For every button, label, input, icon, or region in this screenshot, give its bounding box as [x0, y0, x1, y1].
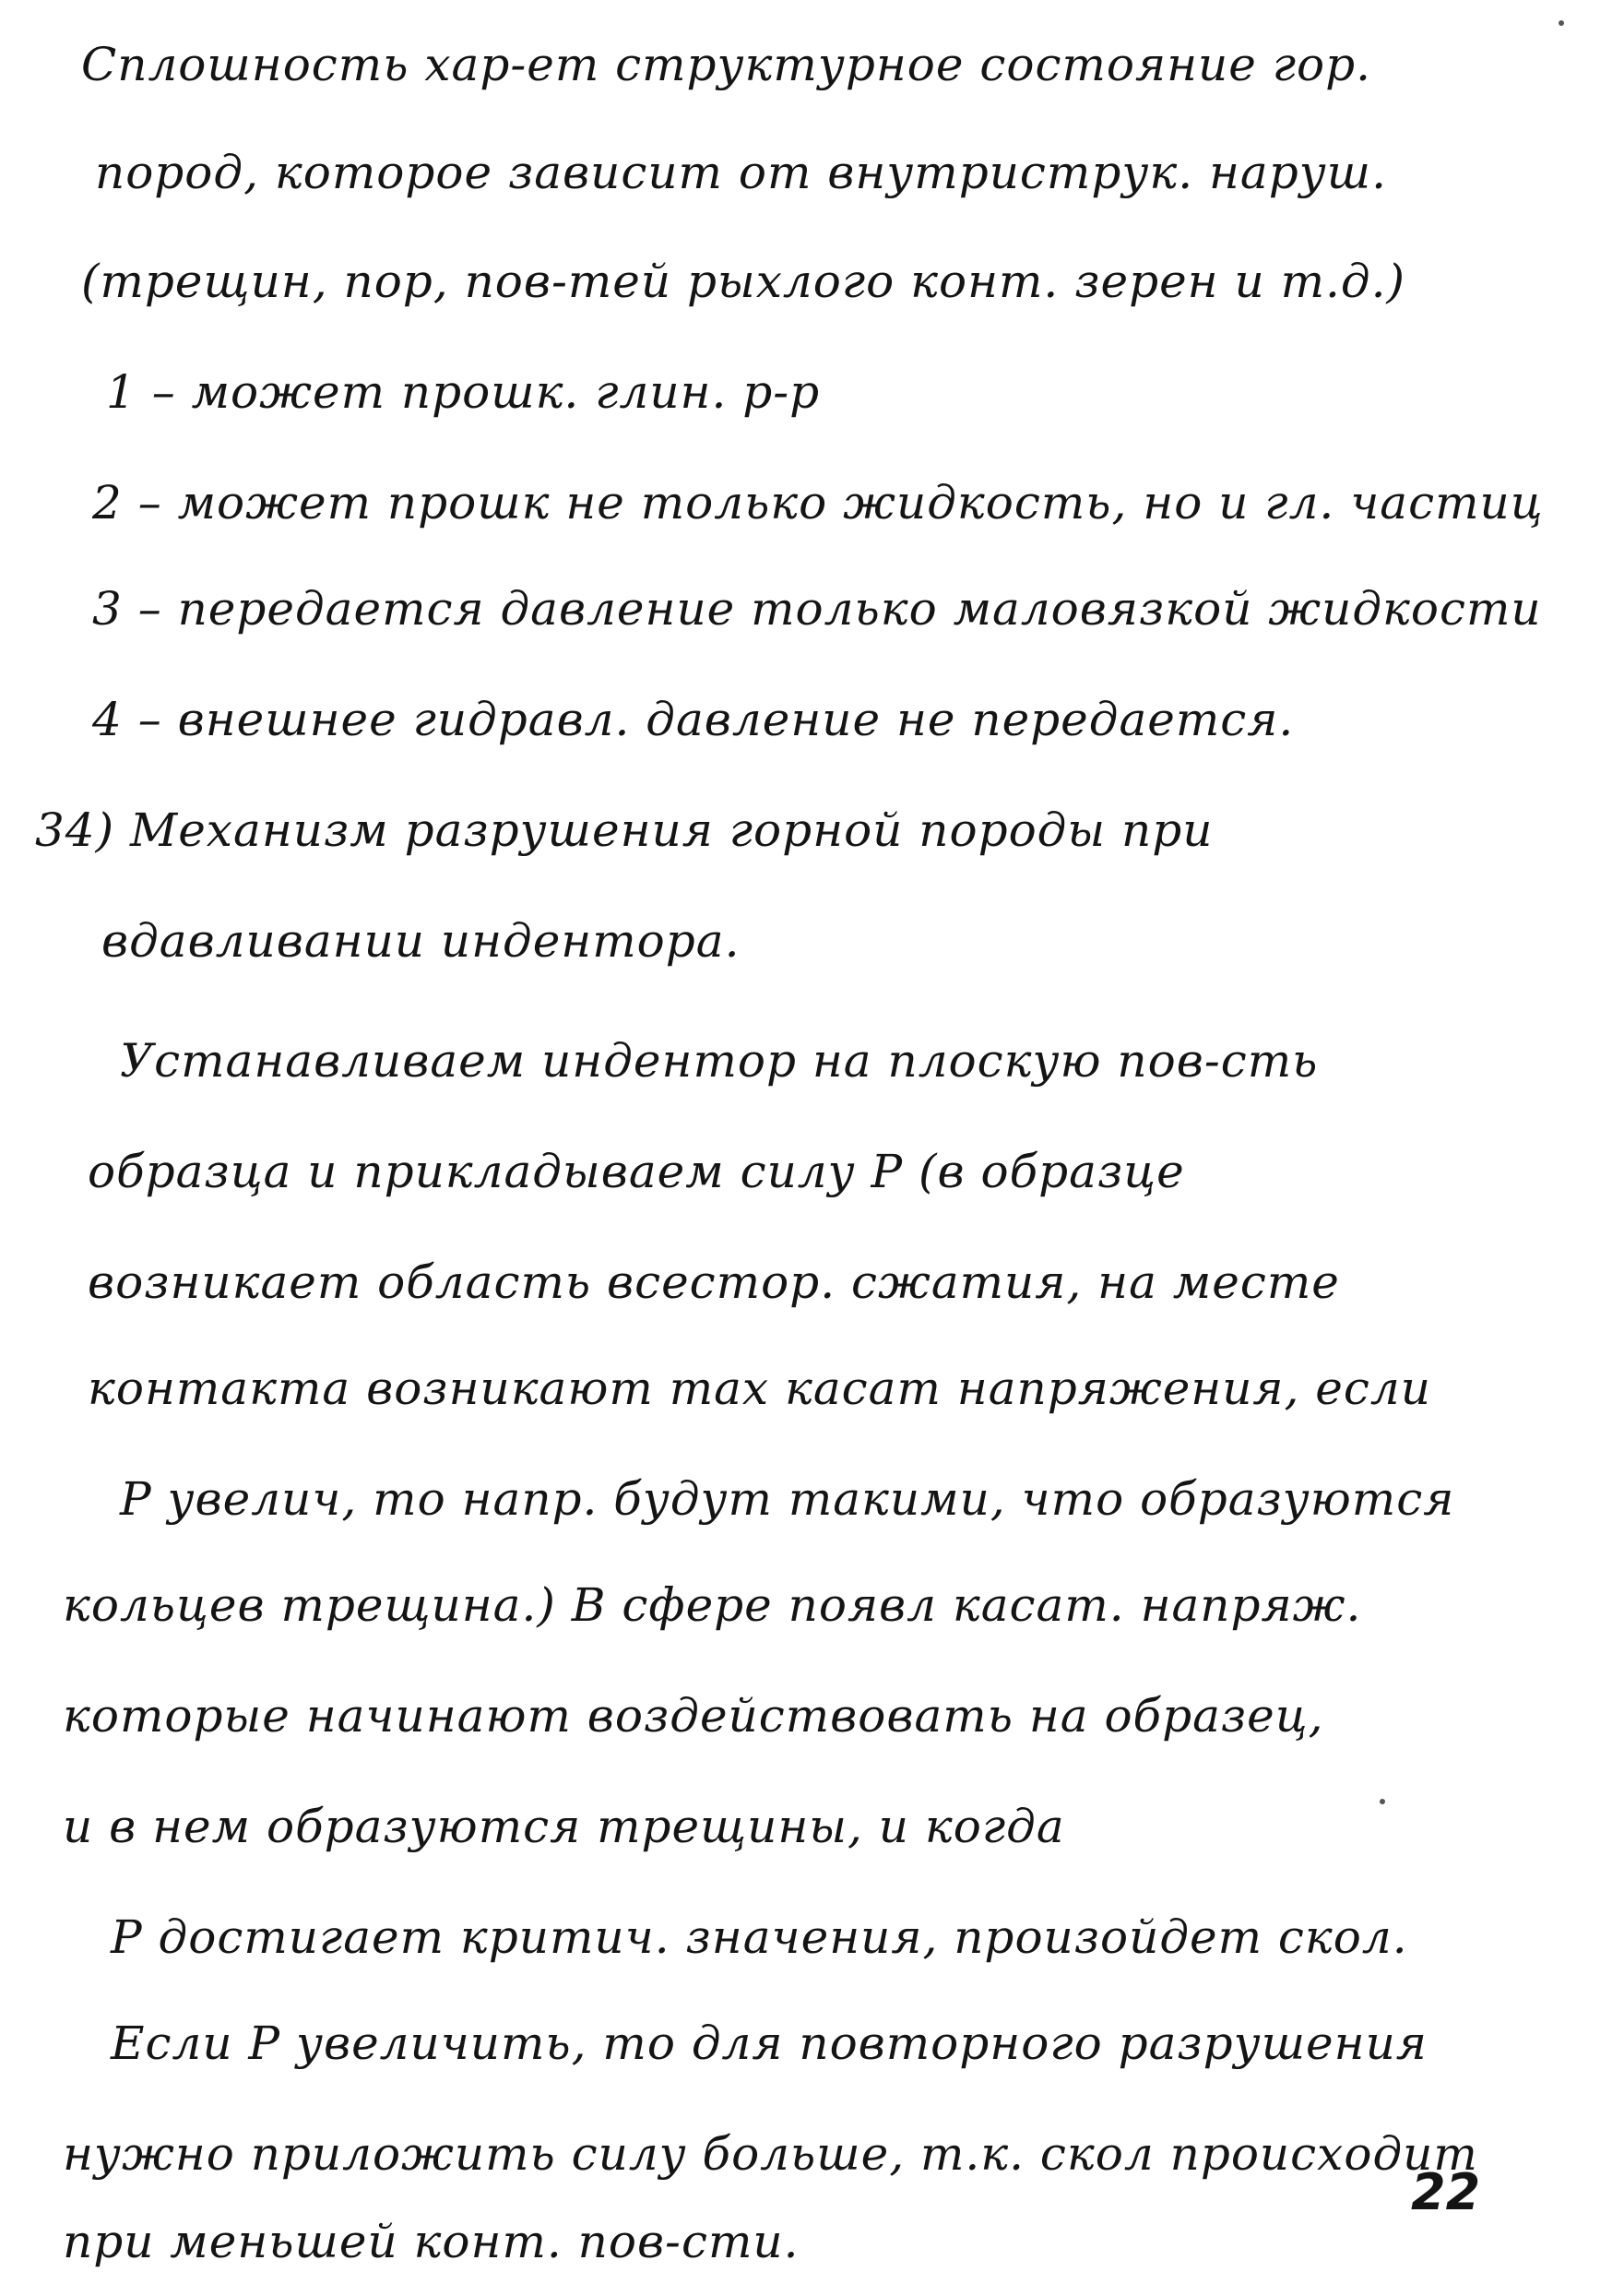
text-line-11: образца и прикладываем силу P (в образце: [88, 1145, 1185, 1198]
text-line-17: и в нем образуются трещины, и когда: [63, 1800, 1065, 1853]
text-line-16: которые начинают воздействовать на образец,: [63, 1689, 1324, 1743]
text-line-13: контакта возникают max касат напряжения, если: [88, 1362, 1431, 1415]
text-line-14: P увелич, то напр. будут такими, что образуются: [120, 1472, 1455, 1526]
text-line-10: Устанавливаем индентор на плоскую пов-сть: [120, 1034, 1319, 1088]
scan-speck: [1559, 20, 1564, 26]
text-line-2: пород, которое зависит от внутриструк. наруш.: [95, 146, 1388, 199]
text-line-18: P достигает критич. значения, произойдет скол.: [111, 1910, 1408, 1964]
text-line-7: 4 – внешнее гидравл. давление не передается.: [92, 693, 1295, 746]
page-number: 22: [1411, 2163, 1481, 2221]
scan-speck: [1380, 1799, 1385, 1804]
text-line-1: Сплошность хар-ет структурное состояние гор.: [81, 38, 1371, 91]
text-line-15: кольцев трещина.) В сфере появл касат. напряж.: [63, 1578, 1362, 1632]
text-line-3: (трещин, пор, пов-тей рыхлого конт. зерен и т.д.): [81, 255, 1405, 308]
text-line-12: возникает область всестор. сжатия, на месте: [88, 1255, 1340, 1309]
text-line-19: Если P увеличить, то для повторного разрушения: [111, 2016, 1428, 2070]
text-line-4: 1 – может прошк. глин. р-р: [106, 365, 821, 419]
text-line-6: 3 – передается давление только маловязкой жидкости: [92, 582, 1542, 636]
text-line-20: нужно приложить силу больше, т.к. скол происходит: [63, 2127, 1478, 2181]
text-line-9: вдавливании индентора.: [101, 914, 741, 968]
section-heading-34: 34) Механизм разрушения горной породы при: [35, 803, 1214, 857]
text-line-5: 2 – может прошк не только жидкость, но и гл. частиц: [92, 476, 1544, 529]
text-line-21: при меньшей конт. пов-сти.: [63, 2215, 800, 2268]
